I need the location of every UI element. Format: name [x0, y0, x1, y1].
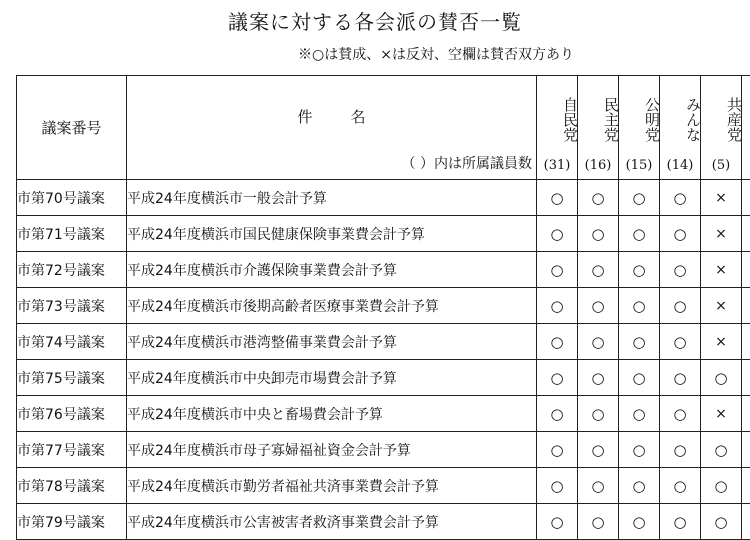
vote-cell: ○	[578, 252, 619, 288]
vote-cell-extra	[742, 216, 750, 252]
bill-name: 平成24年度横浜市勤労者福祉共済事業費会計予算	[127, 468, 537, 504]
bill-name: 平成24年度横浜市母子寡婦福祉資金会計予算	[127, 432, 537, 468]
vote-cell: ○	[578, 504, 619, 540]
bill-number: 市第73号議案	[17, 288, 127, 324]
party-name: 民主党	[578, 97, 618, 142]
vote-cell: ○	[619, 396, 660, 432]
vote-cell-extra	[742, 432, 750, 468]
table-header-row	[17, 76, 750, 180]
bill-name: 平成24年度横浜市一般会計予算	[127, 180, 537, 216]
vote-cell: ○	[619, 252, 660, 288]
bill-name: 平成24年度横浜市後期高齢者医療事業費会計予算	[127, 288, 537, 324]
vote-cell: ○	[660, 432, 701, 468]
table-row	[17, 360, 750, 396]
table-row	[17, 468, 750, 504]
party-member-count: (14)	[660, 158, 700, 173]
vote-cell: ○	[619, 180, 660, 216]
vote-cell: ×	[701, 216, 742, 252]
vote-cell: ○	[578, 288, 619, 324]
vote-cell: ×	[701, 324, 742, 360]
bill-name: 平成24年度横浜市中央と畜場費会計予算	[127, 396, 537, 432]
bill-number: 市第77号議案	[17, 432, 127, 468]
vote-cell: ○	[701, 504, 742, 540]
vote-cell: ○	[578, 468, 619, 504]
bill-name: 平成24年度横浜市港湾整備事業費会計予算	[127, 324, 537, 360]
vote-cell: ○	[619, 468, 660, 504]
vote-cell: ○	[578, 324, 619, 360]
vote-cell: ○	[578, 396, 619, 432]
vote-cell: ○	[660, 252, 701, 288]
vote-cell: ○	[701, 432, 742, 468]
vote-cell: ○	[578, 432, 619, 468]
members-note: （ ）内は所属議員数	[402, 153, 532, 173]
party-member-count: (15)	[619, 158, 659, 173]
vote-cell-extra	[742, 324, 750, 360]
vote-cell: ○	[537, 216, 578, 252]
column-header-party	[619, 76, 660, 180]
table-row	[17, 180, 750, 216]
vote-cell: ○	[578, 216, 619, 252]
column-header-number: 議案番号	[17, 76, 127, 180]
column-header-party	[660, 76, 701, 180]
vote-cell: ○	[619, 432, 660, 468]
vote-cell-extra	[742, 180, 750, 216]
vote-cell: ○	[660, 360, 701, 396]
vote-cell: ○	[537, 324, 578, 360]
bill-number: 市第78号議案	[17, 468, 127, 504]
vote-cell: ○	[537, 180, 578, 216]
vote-cell-extra	[742, 252, 750, 288]
vote-cell: ○	[537, 504, 578, 540]
vote-cell: ○	[619, 504, 660, 540]
bill-number: 市第70号議案	[17, 180, 127, 216]
bill-name: 平成24年度横浜市国民健康保険事業費会計予算	[127, 216, 537, 252]
vote-cell: ○	[537, 252, 578, 288]
vote-cell: ○	[660, 216, 701, 252]
vote-cell: ○	[537, 468, 578, 504]
vote-cell-extra	[742, 360, 750, 396]
bill-name: 平成24年度横浜市中央卸売市場費会計予算	[127, 360, 537, 396]
party-member-count: (31)	[537, 158, 577, 173]
bill-number: 市第74号議案	[17, 324, 127, 360]
column-header-party	[537, 76, 578, 180]
party-name: 公明党	[619, 97, 659, 142]
document-title: 議案に対する各会派の賛否一覧	[0, 6, 750, 35]
party-member-count: (5)	[701, 158, 741, 173]
vote-cell: ○	[660, 468, 701, 504]
vote-cell: ○	[619, 216, 660, 252]
bill-number: 市第76号議案	[17, 396, 127, 432]
vote-cell: ○	[660, 396, 701, 432]
table-row	[17, 252, 750, 288]
vote-cell-extra	[742, 468, 750, 504]
column-header-party	[578, 76, 619, 180]
vote-cell: ○	[619, 360, 660, 396]
party-member-count: (16)	[578, 158, 618, 173]
bill-number: 市第71号議案	[17, 216, 127, 252]
vote-cell: ×	[701, 396, 742, 432]
vote-cell: ○	[660, 504, 701, 540]
legend-note: ※○は賛成、×は反対、空欄は賛否双方あり	[298, 44, 574, 64]
column-header-name	[127, 76, 537, 180]
vote-cell: ○	[660, 180, 701, 216]
table-row	[17, 216, 750, 252]
bill-name: 平成24年度横浜市公害被害者救済事業費会計予算	[127, 504, 537, 540]
table-row	[17, 396, 750, 432]
bill-name: 平成24年度横浜市介護保険事業費会計予算	[127, 252, 537, 288]
table-row	[17, 504, 750, 540]
vote-cell-extra	[742, 288, 750, 324]
vote-table	[16, 75, 750, 540]
vote-cell: ×	[701, 288, 742, 324]
bill-number: 市第79号議案	[17, 504, 127, 540]
bill-number: 市第75号議案	[17, 360, 127, 396]
column-header-name-label: 件名	[127, 106, 536, 127]
vote-cell: ○	[537, 288, 578, 324]
table-row	[17, 432, 750, 468]
party-name: みんな	[660, 97, 700, 142]
vote-cell: ×	[701, 252, 742, 288]
party-name: 自民党	[537, 97, 577, 142]
vote-cell: ○	[537, 432, 578, 468]
vote-cell: ○	[578, 180, 619, 216]
vote-cell: ○	[701, 468, 742, 504]
vote-cell: ○	[619, 288, 660, 324]
vote-cell: ○	[578, 360, 619, 396]
bill-number: 市第72号議案	[17, 252, 127, 288]
vote-cell-extra	[742, 504, 750, 540]
vote-cell: ×	[701, 180, 742, 216]
vote-cell: ○	[537, 360, 578, 396]
column-header-party	[701, 76, 742, 180]
vote-cell: ○	[701, 360, 742, 396]
vote-cell: ○	[660, 324, 701, 360]
vote-cell: ○	[619, 324, 660, 360]
table-row	[17, 288, 750, 324]
party-name: 共産党	[701, 97, 741, 142]
vote-cell: ○	[660, 288, 701, 324]
vote-cell-extra	[742, 396, 750, 432]
table-row	[17, 324, 750, 360]
vote-cell: ○	[537, 396, 578, 432]
